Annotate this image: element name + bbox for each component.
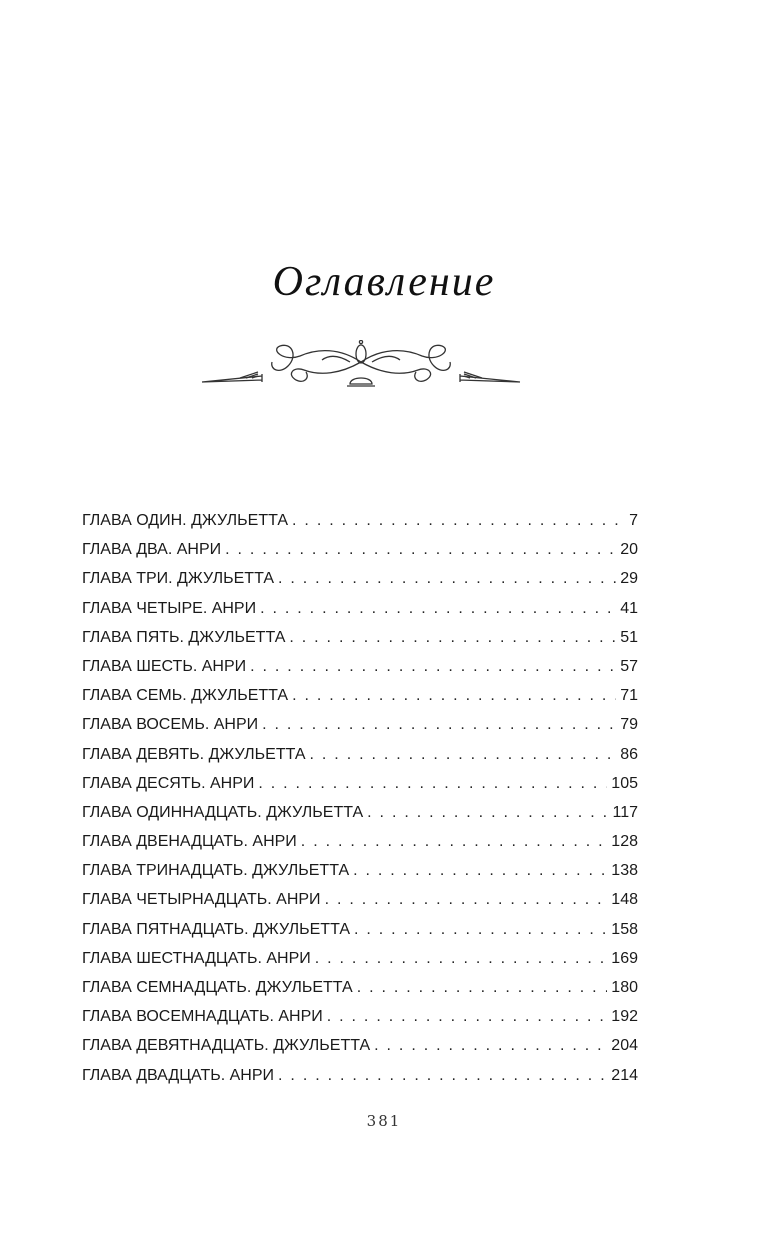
toc-entry-page: 158	[611, 920, 638, 938]
toc-entry-title: ГЛАВА ОДИН. ДЖУЛЬЕТТА	[82, 512, 289, 529]
toc-leader-dots	[225, 541, 616, 559]
toc-entry	[82, 600, 638, 629]
toc-leader-dots	[278, 1067, 607, 1085]
toc-entry-page: 71	[620, 687, 638, 705]
toc-entry-title: ГЛАВА ТРИ. ДЖУЛЬЕТТА	[82, 570, 274, 588]
toc-entry-page: 51	[620, 628, 638, 646]
toc-entry-page: 204	[611, 1037, 638, 1055]
toc-entry	[82, 979, 638, 1008]
toc-entry-page: 79	[620, 716, 638, 734]
toc-entry-page: 20	[620, 541, 638, 559]
toc-leader-dots	[292, 512, 625, 530]
toc-entry-title: ГЛАВА ДВА. АНРИ	[82, 541, 222, 559]
toc-entry-page: 57	[620, 657, 638, 675]
toc-entry-title: ГЛАВА ОДИННАДЦАТЬ. ДЖУЛЬЕТТА	[82, 803, 364, 821]
toc-entry	[82, 629, 638, 658]
toc-entry-page: 29	[620, 570, 638, 588]
toc-entry	[82, 921, 638, 950]
toc-entry-title: ГЛАВА СЕМЬ. ДЖУЛЬЕТТА	[82, 687, 289, 705]
toc-entry-title: ГЛАВА ШЕСТЬ. АНРИ	[82, 657, 247, 675]
toc-entry-page: 180	[611, 979, 638, 996]
toc-entry	[82, 658, 638, 687]
toc-leader-dots	[354, 921, 607, 939]
toc-leader-dots	[278, 570, 616, 588]
toc-entry	[82, 950, 638, 979]
toc-entry	[82, 746, 638, 775]
toc-entry	[82, 1067, 638, 1096]
toc-leader-dots	[310, 746, 617, 764]
toc-leader-dots	[250, 658, 616, 676]
toc-entry-title: ГЛАВА ДЕСЯТЬ. АНРИ	[82, 774, 255, 792]
flourish-divider-icon	[200, 340, 522, 392]
toc-entry	[82, 716, 638, 745]
toc-entry-title: ГЛАВА ДВЕНАДЦАТЬ. АНРИ	[82, 833, 297, 851]
toc-entry-page: 105	[611, 774, 638, 792]
page-title: Оглавление	[272, 259, 496, 305]
table-of-contents	[82, 512, 638, 1096]
page-number: 381	[366, 1112, 402, 1130]
toc-entry	[82, 862, 638, 891]
toc-entry-title: ГЛАВА ЧЕТЫРЕ. АНРИ	[82, 599, 257, 617]
toc-entry	[82, 570, 638, 599]
toc-entry-page: 7	[629, 512, 638, 529]
toc-leader-dots	[325, 891, 608, 909]
toc-leader-dots	[357, 979, 608, 997]
toc-entry-page: 138	[611, 862, 638, 880]
toc-entry-page: 117	[612, 803, 638, 821]
toc-entry	[82, 891, 638, 920]
toc-entry	[82, 687, 638, 716]
toc-leader-dots	[292, 687, 616, 705]
toc-leader-dots	[353, 862, 607, 880]
toc-entry-title: ГЛАВА ДЕВЯТЬ. ДЖУЛЬЕТТА	[82, 745, 306, 763]
toc-entry-title: ГЛАВА ЧЕТЫРНАДЦАТЬ. АНРИ	[82, 891, 321, 909]
toc-entry-page: 148	[611, 891, 638, 909]
toc-entry	[82, 1037, 638, 1066]
toc-leader-dots	[262, 716, 616, 734]
toc-entry-page: 214	[611, 1066, 638, 1084]
toc-entry	[82, 512, 638, 541]
toc-leader-dots	[315, 950, 608, 968]
toc-leader-dots	[367, 804, 608, 822]
toc-entry-title: ГЛАВА СЕМНАДЦАТЬ. ДЖУЛЬЕТТА	[82, 979, 353, 996]
toc-entry-title: ГЛАВА ТРИНАДЦАТЬ. ДЖУЛЬЕТТА	[82, 862, 350, 880]
toc-leader-dots	[260, 600, 616, 618]
toc-entry-title: ГЛАВА ВОСЕМНАДЦАТЬ. АНРИ	[82, 1008, 323, 1026]
toc-entry-title: ГЛАВА ПЯТЬ. ДЖУЛЬЕТТА	[82, 628, 286, 646]
toc-entry-title: ГЛАВА ШЕСТНАДЦАТЬ. АНРИ	[82, 949, 311, 967]
toc-entry-title: ГЛАВА ДВАДЦАТЬ. АНРИ	[82, 1066, 275, 1084]
toc-entry	[82, 541, 638, 570]
toc-entry	[82, 804, 638, 833]
toc-entry-page: 86	[620, 745, 638, 763]
toc-leader-dots	[289, 629, 616, 647]
toc-leader-dots	[301, 833, 608, 851]
toc-entry-title: ГЛАВА ВОСЕМЬ. АНРИ	[82, 716, 259, 734]
toc-entry-page: 128	[611, 833, 638, 851]
toc-leader-dots	[327, 1008, 608, 1026]
toc-entry-page: 192	[611, 1008, 638, 1026]
toc-entry-page: 41	[620, 599, 638, 617]
toc-entry-title: ГЛАВА ПЯТНАДЦАТЬ. ДЖУЛЬЕТТА	[82, 920, 350, 938]
toc-entry-title: ГЛАВА ДЕВЯТНАДЦАТЬ. ДЖУЛЬЕТТА	[82, 1037, 371, 1055]
toc-leader-dots	[258, 775, 607, 793]
toc-entry	[82, 1008, 638, 1037]
toc-entry	[82, 833, 638, 862]
toc-entry	[82, 775, 638, 804]
toc-leader-dots	[374, 1037, 607, 1055]
toc-entry-page: 169	[611, 949, 638, 967]
